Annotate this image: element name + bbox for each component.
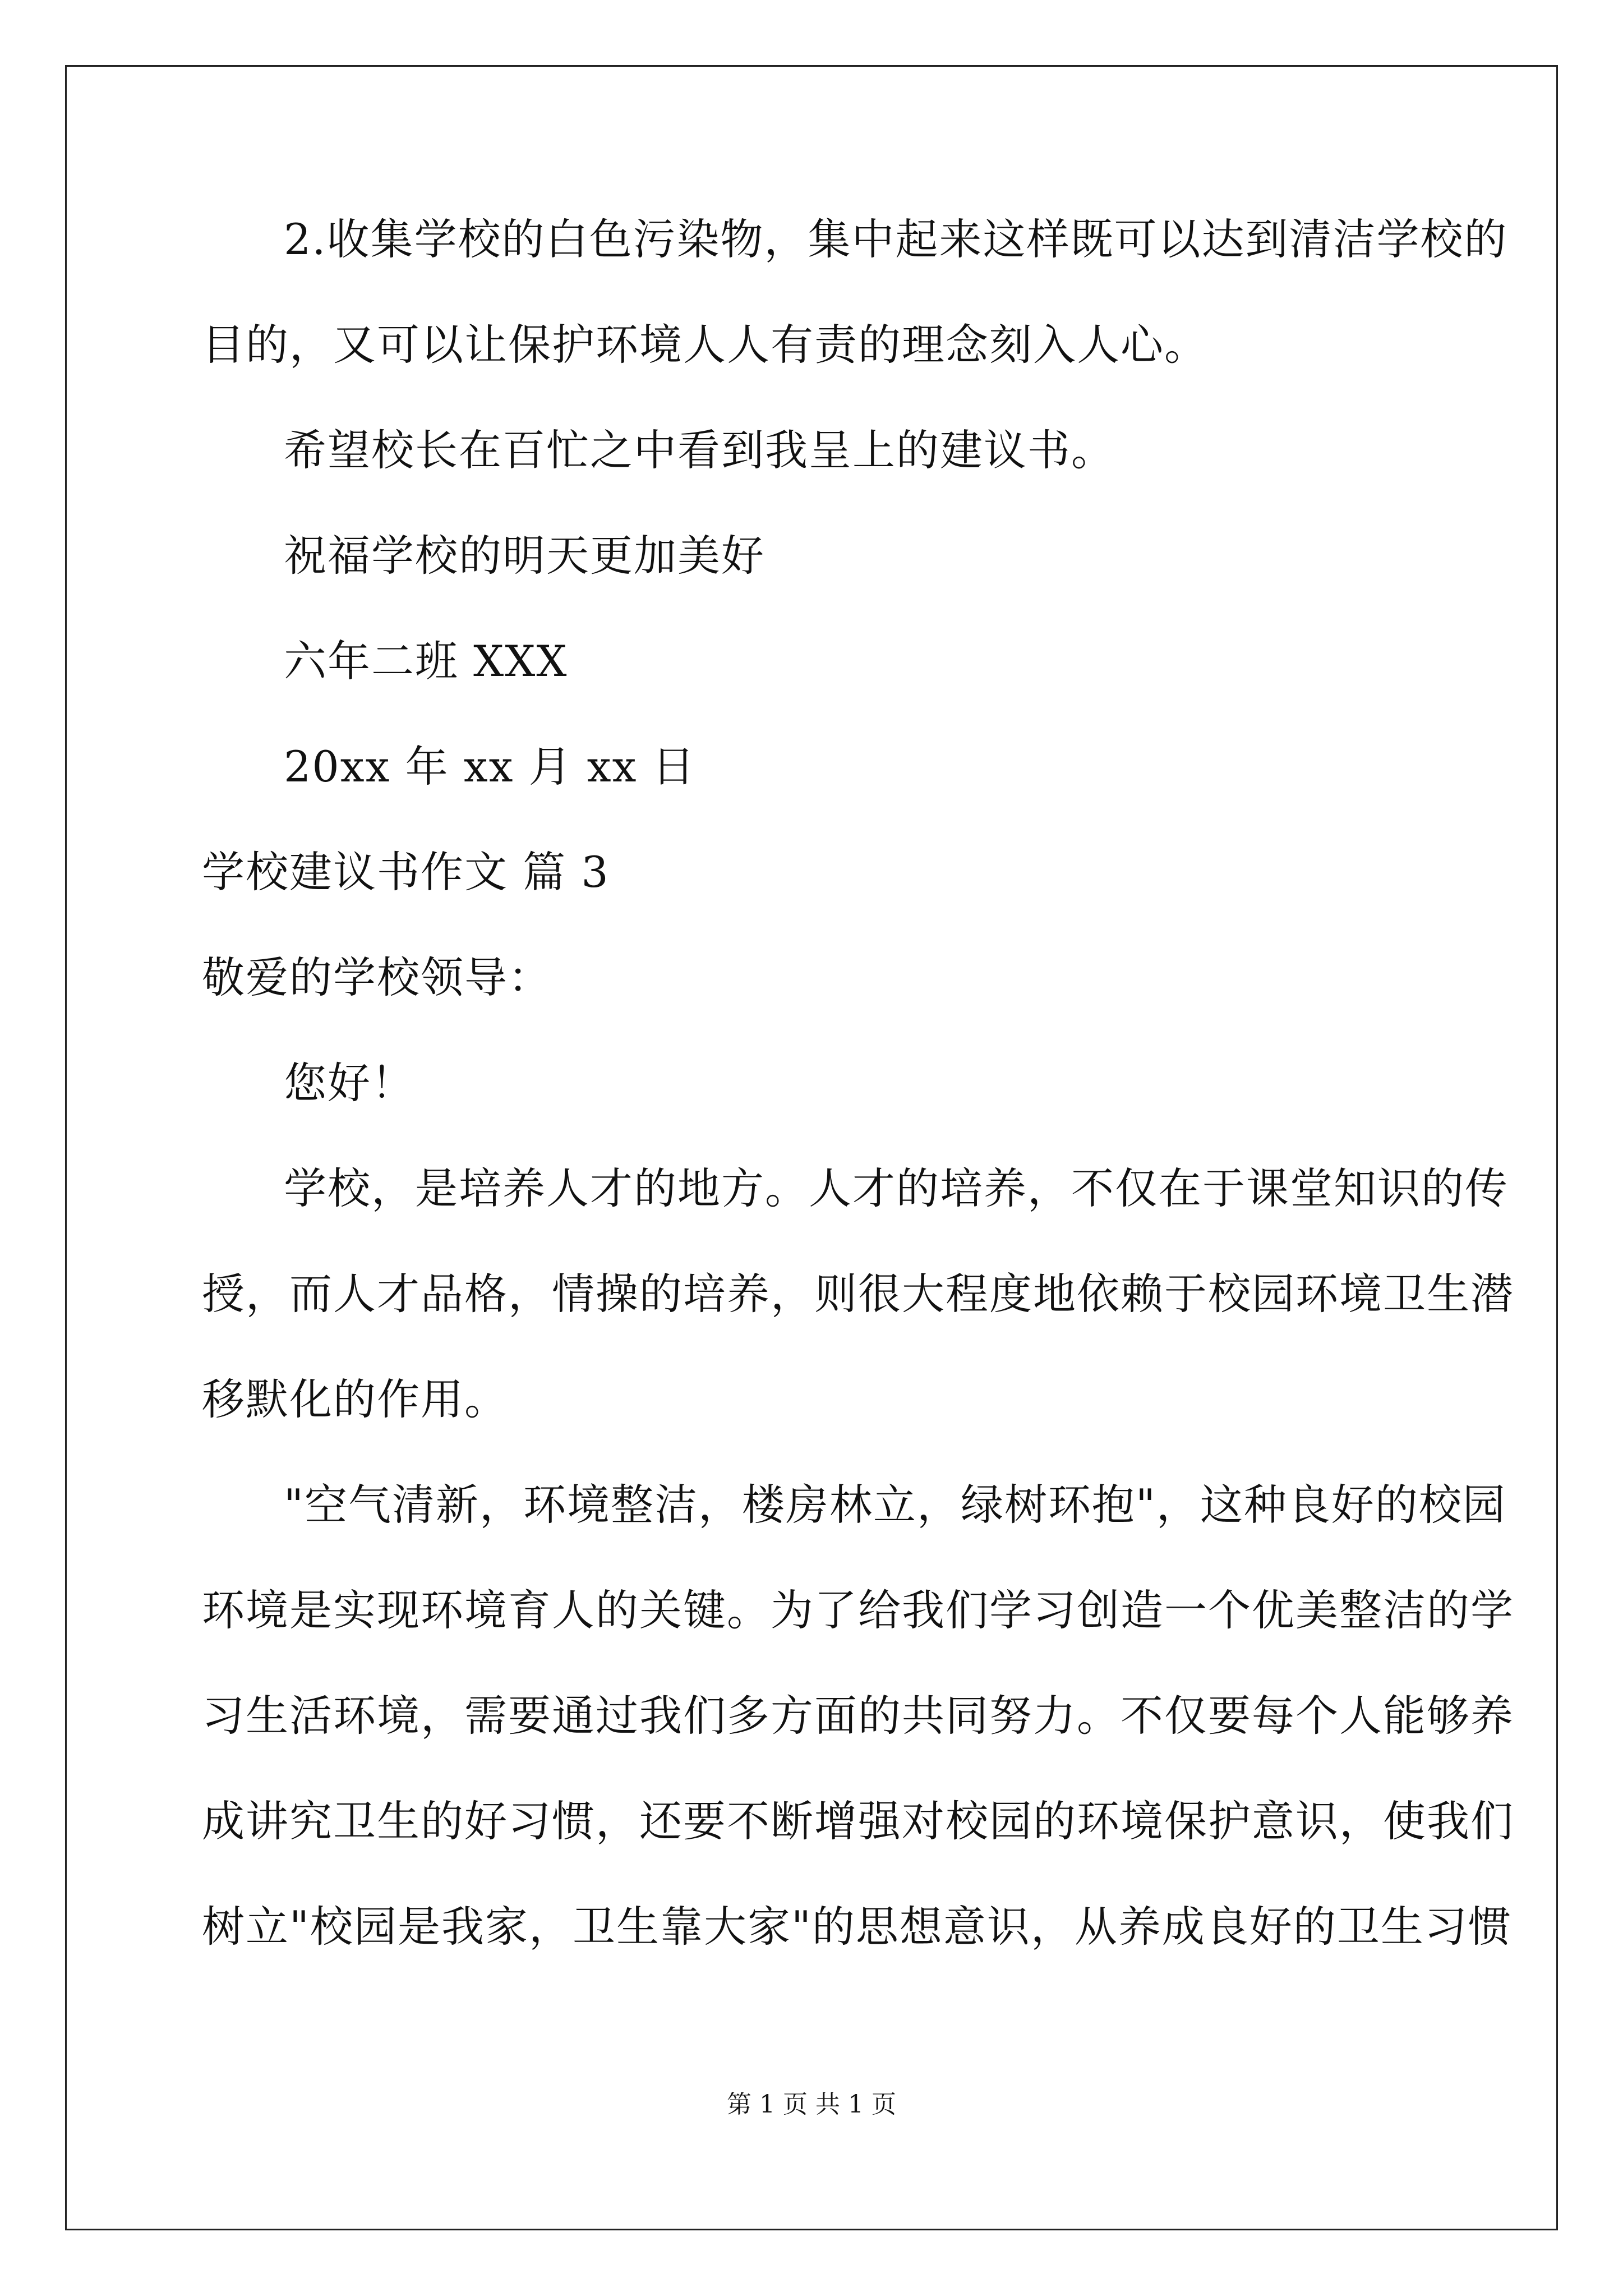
paragraph-line: "空气清新，环境整洁，楼房林立，绿树环抱"，这种良好的校园	[284, 1480, 1506, 1530]
paragraph-line: 树立"校园是我家，卫生靠大家"的思想意识，从养成良好的卫生习惯	[202, 1902, 1512, 1952]
paragraph-line: 成讲究卫生的好习惯，还要不断增强对校园的环境保护意识，使我们	[202, 1796, 1514, 1846]
greeting: 您好！	[284, 1058, 415, 1108]
paragraph-line: 学校，是培养人才的地方。人才的培养，不仅在于课堂知识的传	[284, 1163, 1509, 1213]
paragraph-line: 移默化的作用。	[202, 1374, 508, 1424]
salutation: 敬爱的学校领导：	[202, 953, 552, 1002]
paragraph-line: 环境是实现环境育人的关键。为了给我们学习创造一个优美整洁的学	[202, 1585, 1514, 1635]
page-number-footer: 第 1 页 共 1 页	[727, 2090, 896, 2119]
closing-wish: 祝福学校的明天更加美好	[284, 531, 765, 581]
signature-date: 20xx 年 xx 月 xx 日	[284, 742, 696, 792]
document-body	[202, 213, 1514, 2006]
signature-class: 六年二班 XXX	[284, 636, 568, 686]
paragraph-line: 希望校长在百忙之中看到我呈上的建议书。	[284, 425, 1115, 475]
paragraph-line: 2.收集学校的白色污染物，集中起来这样既可以达到清洁学校的	[284, 214, 1508, 264]
paragraph-line: 目的，又可以让保护环境人人有责的理念刻入人心。	[202, 320, 1208, 370]
paragraph-line: 授，而人才品格，情操的培养，则很大程度地依赖于校园环境卫生潜	[202, 1269, 1514, 1319]
section-heading: 学校建议书作文 篇 3	[202, 847, 610, 897]
paragraph-line: 习生活环境，需要通过我们多方面的共同努力。不仅要每个人能够养	[202, 1691, 1514, 1741]
